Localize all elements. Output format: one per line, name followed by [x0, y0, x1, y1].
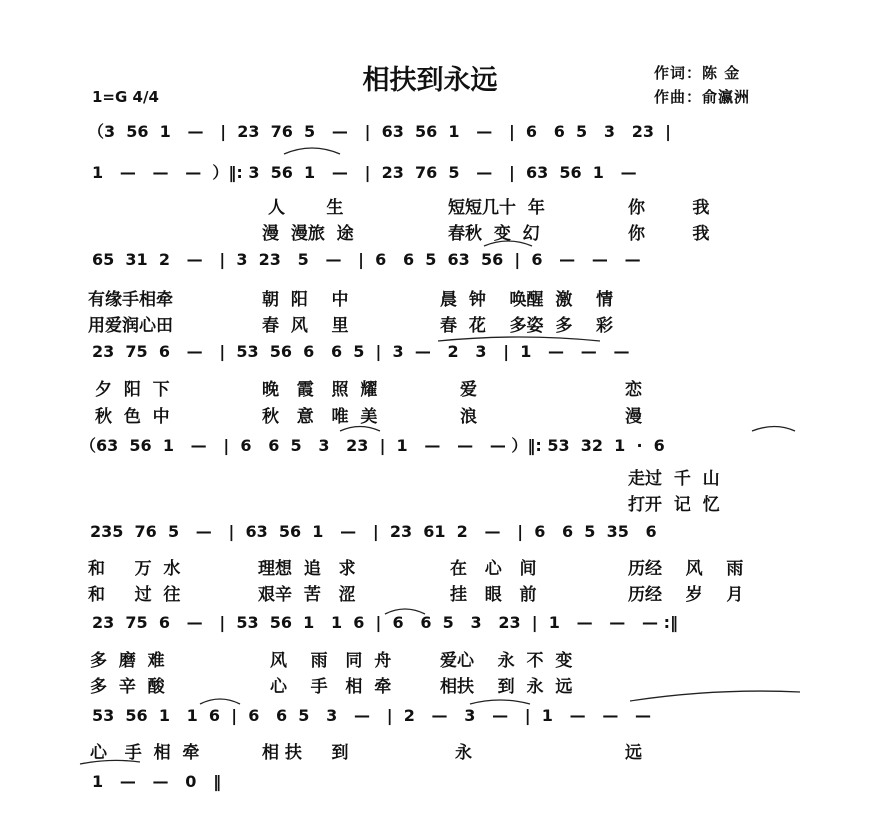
- lyric-row-4-v1-a: 夕 阳 下: [95, 380, 170, 400]
- staff-line-3: 65 31 2 — | 3 23 5 — | 6 6 5 63 56 | 6 — — —: [92, 250, 641, 269]
- lyric-row-3-v2-a: 用爱润心田: [88, 316, 173, 336]
- lyric-row-4-v1-c: 爱: [460, 380, 477, 400]
- lyric-row-4-v2-b: 秋 意 唯 美: [262, 407, 378, 427]
- lyric-row-2-v1-a: 人 生: [268, 198, 344, 218]
- lyric-row-4-v1-d: 恋: [625, 380, 642, 400]
- lyric-row-6-v2-a: 和 过 往: [88, 585, 181, 605]
- key-signature: 1=G 4/4: [92, 88, 159, 106]
- lyric-row-2-v1-b: 短短几十 年: [448, 198, 545, 218]
- lyric-row-5-v2: 打开 记 忆: [628, 495, 720, 515]
- lyric-row-8-d: 远: [625, 743, 642, 763]
- lyric-row-5-v1: 走过 千 山: [628, 469, 720, 489]
- staff-line-5: （63 56 1 — | 6 6 5 3 23 | 1 — — — ）‖: 53 32 1 · 6: [80, 436, 665, 455]
- lyric-row-8-a: 心 手 相 牵: [90, 743, 200, 763]
- staff-line-6: 235 76 5 — | 63 56 1 — | 23 61 2 — | 6 6 5 35 6: [90, 522, 657, 541]
- lyric-row-7-v2-c: 相扶 到 永 远: [440, 677, 573, 697]
- lyric-row-7-v1-a: 多 磨 难: [90, 651, 165, 671]
- lyric-row-3-v1-b: 朝 阳 中: [262, 290, 349, 310]
- lyric-row-8-c: 永: [455, 743, 472, 763]
- staff-line-9: 1 — — 0 ‖: [92, 772, 222, 791]
- lyric-row-6-v1-d: 历经 风 雨: [628, 559, 744, 579]
- lyric-row-2-v2-c: 你 我: [628, 224, 710, 244]
- lyric-row-3-v2-c: 春 花 多姿 多 彩: [440, 316, 614, 336]
- lyricist-credit: 作词：陈 金: [654, 64, 741, 82]
- lyric-row-3-v2-b: 春 风 里: [262, 316, 349, 336]
- lyric-row-8-b: 相 扶 到: [262, 743, 349, 763]
- lyric-row-3-v1-c: 晨 钟 唤醒 激 情: [440, 290, 614, 310]
- lyric-row-4-v1-b: 晚 霞 照 耀: [262, 380, 378, 400]
- lyric-row-4-v2-c: 浪: [460, 407, 477, 427]
- staff-line-8: 53 56 1 1 6 | 6 6 5 3 — | 2 — 3 — | 1 — — —: [92, 706, 652, 725]
- staff-line-4: 23 75 6 — | 53 56 6 6 5 | 3 — 2 3 | 1 — — —: [92, 342, 630, 361]
- composer-credit: 作曲：俞瀛洲: [654, 88, 751, 106]
- lyric-row-2-v2-a: 漫 漫旅 途: [262, 224, 354, 244]
- lyric-row-6-v2-c: 挂 眼 前: [450, 585, 537, 605]
- lyric-row-6-v1-b: 理想 追 求: [258, 559, 356, 579]
- lyric-row-4-v2-d: 漫: [625, 407, 642, 427]
- lyric-row-7-v1-b: 风 雨 同 舟: [270, 651, 392, 671]
- lyric-row-7-v1-c: 爱心 永 不 变: [440, 651, 573, 671]
- lyric-row-4-v2-a: 秋 色 中: [95, 407, 170, 427]
- song-title: 相扶到永远: [362, 65, 498, 96]
- staff-line-7: 23 75 6 — | 53 56 1 1 6 | 6 6 5 3 23 | 1 — — — :‖: [92, 613, 678, 632]
- lyric-row-7-v2-a: 多 辛 酸: [90, 677, 165, 697]
- lyric-row-6-v1-c: 在 心 间: [450, 559, 537, 579]
- lyric-row-3-v1-a: 有缘手相牵: [88, 290, 173, 310]
- lyric-row-6-v2-b: 艰辛 苦 涩: [258, 585, 356, 605]
- staff-line-1: （3 56 1 — | 23 76 5 — | 63 56 1 — | 6 6 5 3 23 |: [88, 122, 671, 141]
- lyric-row-7-v2-b: 心 手 相 牵: [270, 677, 392, 697]
- lyric-row-2-v1-c: 你 我: [628, 198, 710, 218]
- lyric-row-6-v2-d: 历经 岁 月: [628, 585, 744, 605]
- lyric-row-6-v1-a: 和 万 水: [88, 559, 181, 579]
- staff-line-2: 1 — — — ）‖: 3 56 1 — | 23 76 5 — | 63 56 1 —: [92, 163, 637, 182]
- lyric-row-2-v2-b: 春秋 变 幻: [448, 224, 540, 244]
